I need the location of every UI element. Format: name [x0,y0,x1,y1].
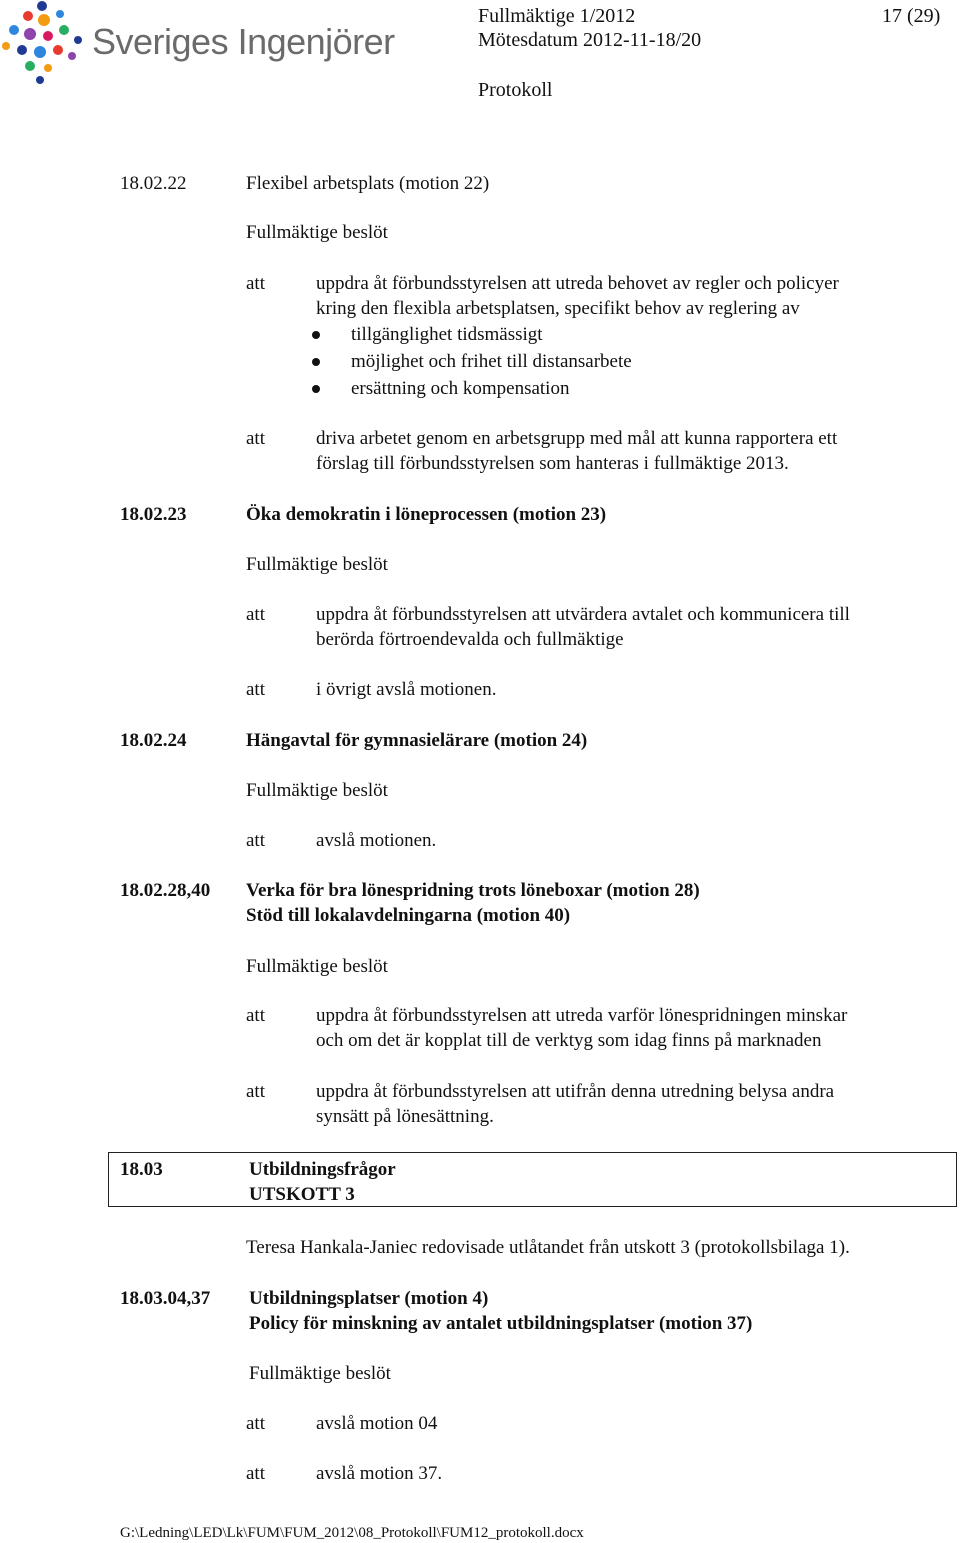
logo-dots-icon [0,0,92,85]
decision-text: avslå motion 37. [316,1463,443,1484]
decision-heading: Fullmäktige beslöt [246,554,388,575]
section-number: 18.02.28,40 [120,880,211,901]
att-label: att [246,273,265,294]
decision-text: förslag till förbundsstyrelsen som hanteras i fullmäktige 2013. [316,453,789,474]
header-meeting-date: Mötesdatum 2012-11-18/20 [478,29,702,51]
decision-text: synsätt på lönesättning. [316,1106,494,1127]
section-number: 18.02.22 [120,173,187,194]
section-title: Stöd till lokalavdelningarna (motion 40) [246,905,571,926]
decision-text: avslå motion 04 [316,1413,438,1434]
section-number: 18.02.23 [120,504,187,525]
header-meeting: Fullmäktige 1/2012 [478,5,636,27]
bullet-item: möjlighet och frihet till distansarbete [351,351,632,372]
section-title: Utbildningsfrågor [249,1159,396,1180]
decision-text: kring den flexibla arbetsplatsen, specifikt behov av reglering av [316,298,800,319]
decision-heading: Fullmäktige beslöt [246,222,388,243]
section-title: Verka för bra lönespridning trots löneboxar (motion 28) [246,880,700,901]
bullet-icon [312,385,320,393]
section-number: 18.02.24 [120,730,187,751]
logo-wordmark: Sveriges Ingenjörer [92,21,395,62]
decision-text: uppdra åt förbundsstyrelsen att utreda varför lönespridningen minskar [316,1005,848,1026]
att-label: att [246,1413,265,1434]
bullet-item: tillgänglighet tidsmässigt [351,324,543,345]
bullet-item: ersättning och kompensation [351,378,570,399]
decision-heading: Fullmäktige beslöt [246,956,388,977]
att-label: att [246,1081,265,1102]
att-label: att [246,1463,265,1484]
decision-text: uppdra åt förbundsstyrelsen att utvärdera avtalet och kommunicera till [316,604,850,625]
section-title: Utbildningsplatser (motion 4) [249,1288,489,1309]
section-title: Hängavtal för gymnasielärare (motion 24) [246,730,588,751]
header-page-number: 17 (29) [882,5,941,27]
decision-text: uppdra åt förbundsstyrelsen att utreda behovet av regler och policyer [316,273,839,294]
section-box [108,1152,957,1207]
decision-text: avslå motionen. [316,830,437,851]
decision-text: i övrigt avslå motionen. [316,679,497,700]
section-title: Policy för minskning av antalet utbildningsplatser (motion 37) [249,1313,753,1334]
bullet-icon [312,331,320,339]
bullet-icon [312,358,320,366]
att-label: att [246,1005,265,1026]
decision-heading: Fullmäktige beslöt [249,1363,391,1384]
header-doc-type: Protokoll [478,79,553,101]
decision-text: och om det är kopplat till de verktyg som idag finns på marknaden [316,1030,822,1051]
section-number: 18.03 [120,1159,163,1180]
section-number: 18.03.04,37 [120,1288,211,1309]
att-label: att [246,679,265,700]
decision-text: driva arbetet genom en arbetsgrupp med mål att kunna rapportera ett [316,428,838,449]
decision-text: uppdra åt förbundsstyrelsen att utifrån denna utredning belysa andra [316,1081,835,1102]
report-text: Teresa Hankala-Janiec redovisade utlåtandet från utskott 3 (protokollsbilaga 1). [246,1237,850,1258]
section-title: Öka demokratin i löneprocessen (motion 23) [246,504,607,525]
att-label: att [246,830,265,851]
decision-heading: Fullmäktige beslöt [246,780,388,801]
section-title: Flexibel arbetsplats (motion 22) [246,173,490,194]
section-subtitle: UTSKOTT 3 [249,1184,355,1205]
footer-file-path: G:\Ledning\LED\Lk\FUM\FUM_2012\08_Protokoll\FUM12_protokoll.docx [120,1525,584,1541]
att-label: att [246,604,265,625]
att-label: att [246,428,265,449]
organization-logo [0,0,395,85]
decision-text: berörda förtroendevalda och fullmäktige [316,629,624,650]
